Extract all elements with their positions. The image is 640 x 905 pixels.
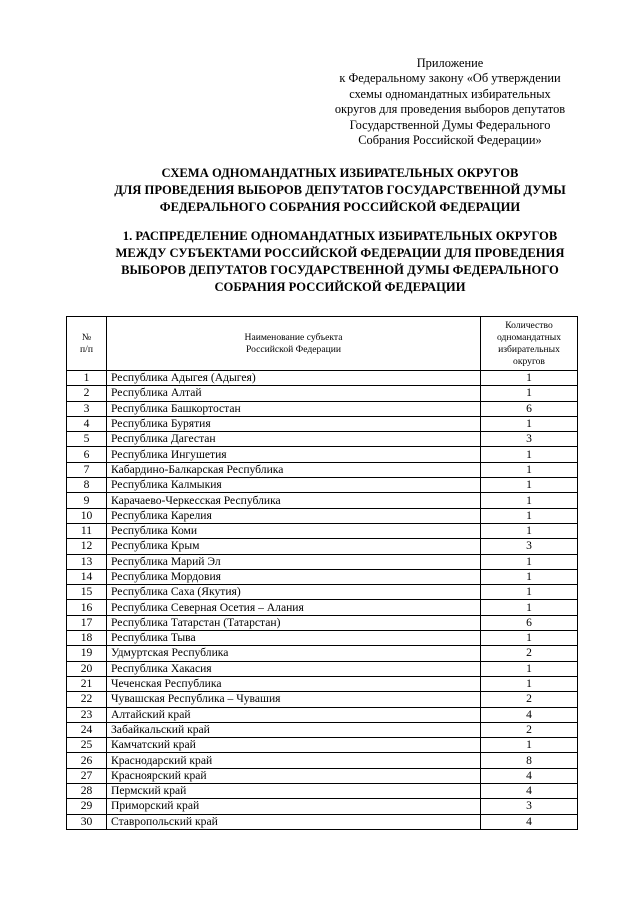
- table-row: [67, 799, 578, 814]
- subject-name: Красноярский край: [107, 768, 481, 783]
- subject-name: Республика Мордовия: [107, 569, 481, 584]
- table-row: [67, 539, 578, 554]
- table-row: [67, 676, 578, 691]
- row-number: 20: [67, 661, 107, 676]
- subject-name: Республика Марий Эл: [107, 554, 481, 569]
- district-count: 1: [481, 523, 578, 538]
- table-row: [67, 508, 578, 523]
- table-row: [67, 554, 578, 569]
- row-number: 19: [67, 646, 107, 661]
- appendix-line: округов для проведения выборов депутатов: [334, 102, 566, 117]
- row-number: 22: [67, 692, 107, 707]
- header-subject-name: Наименование субъекта Российской Федерации: [107, 317, 481, 371]
- subject-name: Алтайский край: [107, 707, 481, 722]
- district-count: 1: [481, 478, 578, 493]
- subject-name: Республика Крым: [107, 539, 481, 554]
- appendix-line: к Федеральному закону «Об утверждении: [339, 71, 561, 86]
- row-number: 8: [67, 478, 107, 493]
- table-row: [67, 814, 578, 829]
- district-count: 3: [481, 432, 578, 447]
- subject-name: Карачаево-Черкесская Республика: [107, 493, 481, 508]
- header-district-count: Количество одномандатных избирательных округов: [481, 317, 578, 371]
- row-number: 30: [67, 814, 107, 829]
- appendix-note: [300, 56, 600, 148]
- district-count: 1: [481, 738, 578, 753]
- table-row: [67, 600, 578, 615]
- row-number: 16: [67, 600, 107, 615]
- table-row: [67, 478, 578, 493]
- subject-name: Республика Дагестан: [107, 432, 481, 447]
- row-number: 15: [67, 585, 107, 600]
- subject-name: Республика Саха (Якутия): [107, 585, 481, 600]
- row-number: 26: [67, 753, 107, 768]
- row-number: 1: [67, 371, 107, 386]
- row-number: 2: [67, 386, 107, 401]
- row-number: 18: [67, 631, 107, 646]
- appendix-line: Государственной Думы Федерального: [349, 117, 551, 132]
- district-count: 3: [481, 539, 578, 554]
- district-count: 8: [481, 753, 578, 768]
- section-title: [60, 228, 620, 296]
- header-number: № п/п: [67, 317, 107, 371]
- district-count: 1: [481, 631, 578, 646]
- district-count: 1: [481, 661, 578, 676]
- district-count: 4: [481, 784, 578, 799]
- section-title-line: МЕЖДУ СУБЪЕКТАМИ РОССИЙСКОЙ ФЕДЕРАЦИИ ДЛЯ ПРОВЕДЕНИЯ: [115, 246, 565, 260]
- district-count: 1: [481, 676, 578, 691]
- appendix-line: схемы одномандатных избирательных: [349, 86, 551, 101]
- row-number: 3: [67, 401, 107, 416]
- district-count: 6: [481, 615, 578, 630]
- row-number: 5: [67, 432, 107, 447]
- subject-name: Республика Северная Осетия – Алания: [107, 600, 481, 615]
- subject-name: Кабардино-Балкарская Республика: [107, 462, 481, 477]
- document-title-line: ФЕДЕРАЛЬНОГО СОБРАНИЯ РОССИЙСКОЙ ФЕДЕРАЦИИ: [159, 200, 521, 214]
- subject-name: Республика Тыва: [107, 631, 481, 646]
- subject-name: Республика Алтай: [107, 386, 481, 401]
- subject-name: Ставропольский край: [107, 814, 481, 829]
- districts-table: [66, 316, 578, 830]
- row-number: 27: [67, 768, 107, 783]
- table-row: [67, 401, 578, 416]
- district-count: 1: [481, 416, 578, 431]
- table-body: [67, 371, 578, 830]
- row-number: 7: [67, 462, 107, 477]
- table-row: [67, 753, 578, 768]
- subject-name: Республика Ингушетия: [107, 447, 481, 462]
- subject-name: Республика Карелия: [107, 508, 481, 523]
- row-number: 14: [67, 569, 107, 584]
- table-row: [67, 646, 578, 661]
- row-number: 28: [67, 784, 107, 799]
- row-number: 11: [67, 523, 107, 538]
- district-count: 6: [481, 401, 578, 416]
- district-count: 1: [481, 447, 578, 462]
- district-count: 4: [481, 707, 578, 722]
- section-title-line: СОБРАНИЯ РОССИЙСКОЙ ФЕДЕРАЦИИ: [214, 280, 466, 294]
- table-row: [67, 432, 578, 447]
- row-number: 9: [67, 493, 107, 508]
- table-row: [67, 493, 578, 508]
- subject-name: Краснодарский край: [107, 753, 481, 768]
- appendix-line: Собрания Российской Федерации»: [358, 133, 542, 148]
- district-count: 1: [481, 386, 578, 401]
- table-row: [67, 371, 578, 386]
- district-count: 1: [481, 585, 578, 600]
- district-count: 1: [481, 569, 578, 584]
- table-row: [67, 523, 578, 538]
- section-title-line: 1. РАСПРЕДЕЛЕНИЕ ОДНОМАНДАТНЫХ ИЗБИРАТЕЛЬНЫХ ОКРУГОВ: [122, 229, 558, 243]
- district-count: 1: [481, 462, 578, 477]
- district-count: 1: [481, 371, 578, 386]
- row-number: 23: [67, 707, 107, 722]
- row-number: 25: [67, 738, 107, 753]
- table-row: [67, 631, 578, 646]
- district-count: 1: [481, 554, 578, 569]
- subject-name: Республика Хакасия: [107, 661, 481, 676]
- subject-name: Республика Башкортостан: [107, 401, 481, 416]
- district-count: 1: [481, 493, 578, 508]
- table-row: [67, 462, 578, 477]
- district-count: 1: [481, 508, 578, 523]
- subject-name: Пермский край: [107, 784, 481, 799]
- subject-name: Республика Коми: [107, 523, 481, 538]
- subject-name: Республика Калмыкия: [107, 478, 481, 493]
- section-title-line: ВЫБОРОВ ДЕПУТАТОВ ГОСУДАРСТВЕННОЙ ДУМЫ ФЕДЕРАЛЬНОГО: [121, 263, 559, 277]
- district-count: 3: [481, 799, 578, 814]
- subject-name: Удмуртская Республика: [107, 646, 481, 661]
- subject-name: Приморский край: [107, 799, 481, 814]
- subject-name: Республика Татарстан (Татарстан): [107, 615, 481, 630]
- subject-name: Чувашская Республика – Чувашия: [107, 692, 481, 707]
- table-row: [67, 416, 578, 431]
- table-header-row: [67, 317, 578, 371]
- row-number: 29: [67, 799, 107, 814]
- appendix-line: Приложение: [416, 56, 484, 70]
- row-number: 13: [67, 554, 107, 569]
- table-row: [67, 447, 578, 462]
- table-row: [67, 768, 578, 783]
- table-row: [67, 722, 578, 737]
- table-row: [67, 585, 578, 600]
- district-count: 4: [481, 768, 578, 783]
- table-row: [67, 707, 578, 722]
- row-number: 12: [67, 539, 107, 554]
- table-row: [67, 661, 578, 676]
- subject-name: Республика Бурятия: [107, 416, 481, 431]
- subject-name: Камчатский край: [107, 738, 481, 753]
- row-number: 17: [67, 615, 107, 630]
- district-count: 2: [481, 692, 578, 707]
- table-row: [67, 615, 578, 630]
- district-count: 2: [481, 646, 578, 661]
- table-row: [67, 692, 578, 707]
- document-title-line: ДЛЯ ПРОВЕДЕНИЯ ВЫБОРОВ ДЕПУТАТОВ ГОСУДАРСТВЕННОЙ ДУМЫ: [114, 183, 566, 197]
- district-count: 1: [481, 600, 578, 615]
- row-number: 21: [67, 676, 107, 691]
- district-count: 4: [481, 814, 578, 829]
- document-title: [60, 165, 620, 216]
- table-row: [67, 386, 578, 401]
- row-number: 4: [67, 416, 107, 431]
- row-number: 10: [67, 508, 107, 523]
- district-count: 2: [481, 722, 578, 737]
- subject-name: Республика Адыгея (Адыгея): [107, 371, 481, 386]
- table-row: [67, 569, 578, 584]
- document-title-line: СХЕМА ОДНОМАНДАТНЫХ ИЗБИРАТЕЛЬНЫХ ОКРУГОВ: [161, 166, 519, 180]
- row-number: 24: [67, 722, 107, 737]
- table-row: [67, 784, 578, 799]
- subject-name: Чеченская Республика: [107, 676, 481, 691]
- table-row: [67, 738, 578, 753]
- subject-name: Забайкальский край: [107, 722, 481, 737]
- row-number: 6: [67, 447, 107, 462]
